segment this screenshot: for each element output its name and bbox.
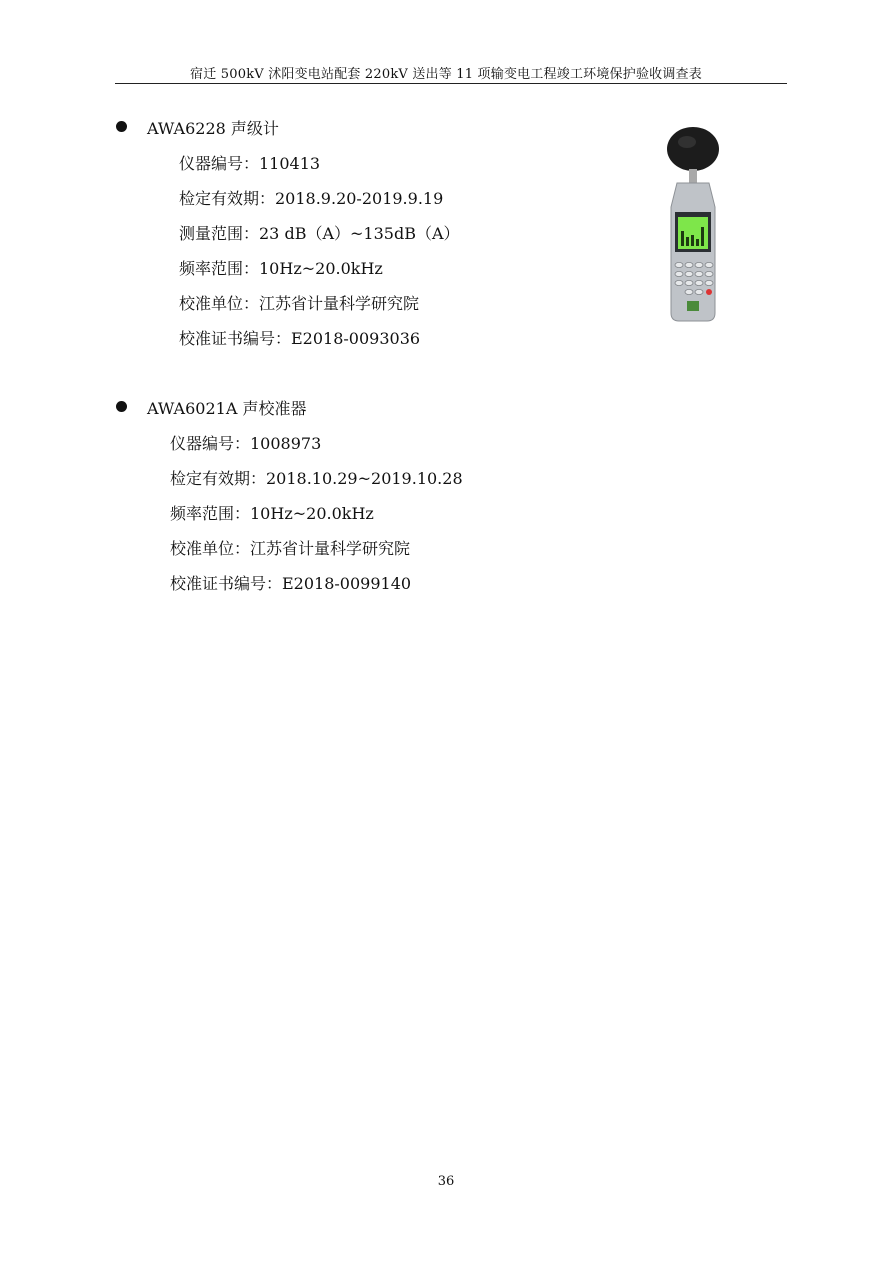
instrument-measure-range: 测量范围：23 dB（A）~135dB（A） [179,224,460,243]
instrument-calibration-unit: 校准单位：江苏省计量科学研究院 [170,539,411,558]
instrument-validity: 检定有效期：2018.9.20-2019.9.19 [179,189,444,208]
instrument-frequency-range: 频率范围：10Hz~20.0kHz [170,504,374,523]
instrument-certificate-number: 校准证书编号：E2018-0099140 [170,574,412,593]
bullet-icon [116,121,127,132]
header-rule [115,83,787,84]
instrument-title: AWA6228 声级计 [147,119,279,138]
instrument-certificate-number: 校准证书编号：E2018-0093036 [179,329,421,348]
instrument-frequency-range: 频率范围：10Hz~20.0kHz [179,259,383,278]
instrument-title: AWA6021A 声校准器 [147,399,307,418]
instrument-calibration-unit: 校准单位：江苏省计量科学研究院 [179,294,420,313]
instrument-validity: 检定有效期：2018.10.29~2019.10.28 [170,469,463,488]
bullet-icon [116,401,127,412]
instrument-serial: 仪器编号：110413 [179,154,321,173]
instrument-serial: 仪器编号：1008973 [170,434,322,453]
sound-level-meter-icon [665,127,721,323]
page-header: 宿迁 500kV 沭阳变电站配套 220kV 送出等 11 项输变电工程竣工环境保护验收调查表 [190,67,702,82]
page-number: 36 [437,1174,455,1189]
